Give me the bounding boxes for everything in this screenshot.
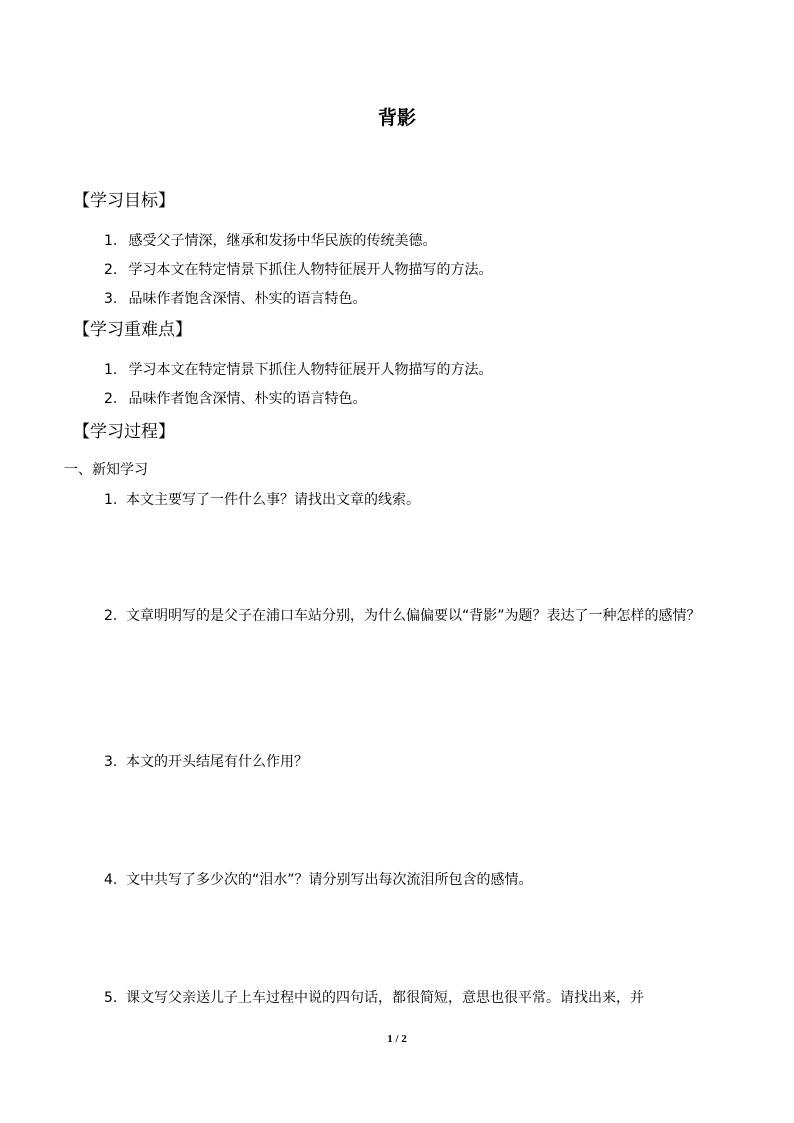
key-point-number: 2.: [104, 391, 118, 407]
question-item: [64, 485, 724, 515]
question-number: 4.: [104, 872, 118, 888]
question-number: 2.: [104, 608, 118, 624]
key-point-number: 1.: [104, 362, 118, 378]
question-text: 本文主要写了一件什么事？请找出文章的线索。: [126, 492, 420, 508]
key-points-heading: 【学习重难点】: [73, 320, 192, 340]
question-text: 文章明明写的是父子在浦口车站分别，为什么偏偏要以“背影”为题？表达了一种怎样的感情？: [126, 608, 701, 624]
key-point-item: [104, 359, 492, 381]
new-knowledge-subheading: 一、新知学习: [64, 462, 148, 478]
objective-item: [104, 288, 366, 310]
objective-number: 3.: [104, 291, 118, 307]
question-number: 1.: [104, 492, 118, 508]
page-title: 背影: [377, 107, 416, 129]
objective-text: 感受父子情深，继承和发扬中华民族的传统美德。: [128, 233, 437, 249]
process-heading: 【学习过程】: [73, 422, 175, 442]
objective-number: 2.: [104, 262, 118, 278]
objective-text: 品味作者饱含深情、朴实的语言特色。: [128, 291, 367, 307]
question-number: 3.: [104, 754, 118, 770]
key-point-item: [104, 388, 366, 410]
page-number: 1 / 2: [387, 1033, 407, 1045]
question-item: [64, 865, 724, 895]
question-text: 文中共写了多少次的“泪水”？请分别写出每次流泪所包含的感情。: [126, 872, 533, 888]
key-point-text: 学习本文在特定情景下抓住人物特征展开人物描写的方法。: [128, 362, 493, 378]
question-item: [64, 747, 724, 777]
objectives-heading: 【学习目标】: [73, 191, 175, 211]
question-number: 5.: [104, 990, 118, 1006]
objective-number: 1.: [104, 233, 118, 249]
objective-item: [104, 230, 436, 252]
objective-item: [104, 259, 492, 281]
question-text: 本文的开头结尾有什么作用？: [126, 754, 308, 770]
question-item: [64, 983, 724, 1013]
question-item: [64, 601, 724, 631]
question-text: 课文写父亲送儿子上车过程中说的四句话，都很简短，意思也很平常。请找出来，并: [126, 990, 644, 1006]
key-point-text: 品味作者饱含深情、朴实的语言特色。: [128, 391, 367, 407]
objective-text: 学习本文在特定情景下抓住人物特征展开人物描写的方法。: [128, 262, 493, 278]
